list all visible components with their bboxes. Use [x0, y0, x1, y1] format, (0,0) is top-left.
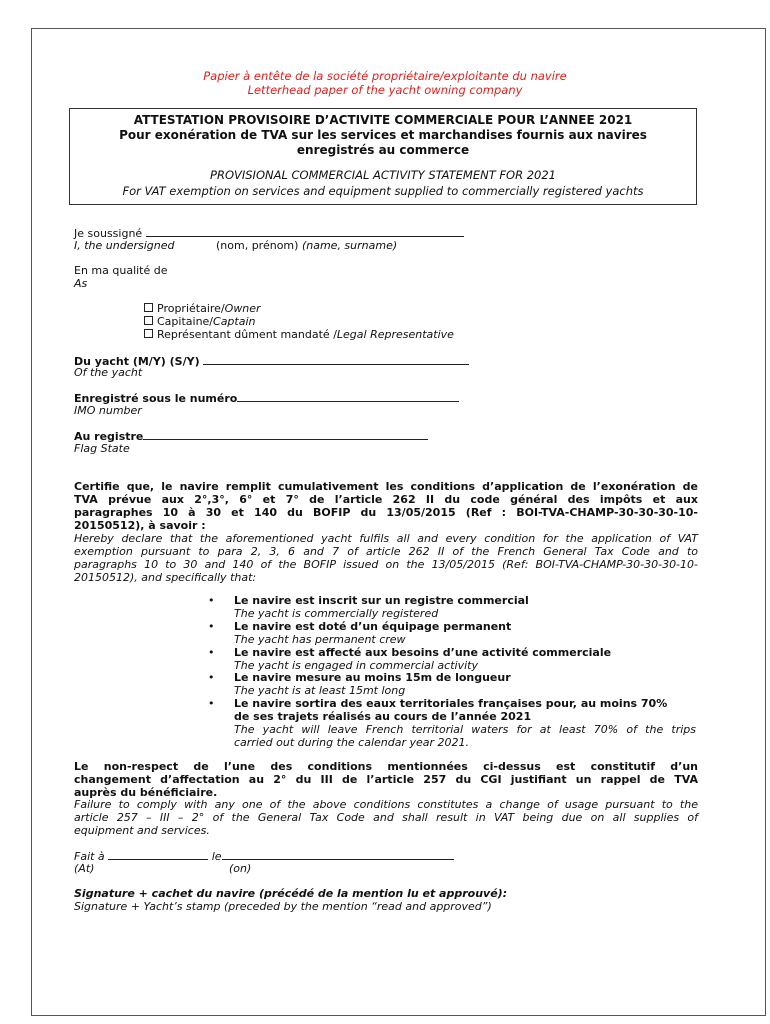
nonrespect-en-line: article 257 – III – 2° of the General Tax Code and shall result in VAT being due on all supplies of: [74, 811, 698, 824]
flag-label-fr: Au registre: [74, 430, 144, 443]
title-en-line2: For VAT exemption on services and equipment supplied to commercially registered yachts: [122, 184, 644, 198]
undersigned-row: [74, 226, 464, 240]
condition-item: [234, 646, 696, 672]
title-box: [69, 108, 697, 205]
yacht-label-fr: Du yacht (M/Y) (S/Y): [74, 355, 200, 368]
imo-label-fr: Enregistré sous le numéro: [74, 392, 238, 405]
condition-en: The yacht will leave French territorial waters for at least 70% of the trips: [234, 723, 696, 736]
nonrespect-fr-line: auprès du bénéficiaire.: [74, 786, 218, 799]
certify-en-line: 20150512), and specifically that:: [74, 571, 257, 584]
condition-en: The yacht has permanent crew: [234, 633, 406, 646]
undersigned-hint: [216, 239, 397, 252]
certify-en-line: Hereby declare that the aforementioned yacht fulfils all and every condition for the application of VAT: [74, 532, 698, 545]
le-label: le: [211, 850, 222, 863]
condition-fr: Le navire est inscrit sur un registre commercial: [234, 594, 529, 607]
undersigned-hint-en: (name, surname): [301, 239, 398, 252]
nonrespect-fr-line: changement d’affectation au 2° du III de l’article 257 du CGI justifiant un rappel de TVA: [74, 773, 698, 786]
condition-item: [234, 620, 696, 646]
title-line1: ATTESTATION PROVISOIRE D’ACTIVITE COMMERCIALE POUR L’ANNEE 2021: [133, 113, 633, 127]
bullet-icon: •: [208, 646, 215, 659]
capacity-option-owner[interactable]: [144, 302, 261, 315]
owner-checkbox[interactable]: [144, 303, 153, 312]
certify-en-line: exemption pursuant to para 2, 3, 6 and 7 of article 262 II of the French General Tax Code and to: [74, 545, 698, 558]
condition-item: [234, 697, 696, 749]
certify-en-line: paragraphs 10 to 30 and 140 of the BOFIP issued on the 13/05/2015 (Ref: BOI-TVA-CHAMP-30-30-30-10-: [74, 558, 698, 571]
title-en-line1: PROVISIONAL COMMERCIAL ACTIVITY STATEMENT FOR 2021: [210, 168, 556, 182]
letterhead-fr: Papier à entête de la société propriétaire/exploitante du navire: [203, 69, 567, 83]
condition-fr: Le navire sortira des eaux territoriales françaises pour, au moins 70%: [234, 697, 668, 710]
undersigned-label-fr: Je soussigné: [74, 227, 143, 240]
nonrespect-en-line: Failure to comply with any one of the above conditions constitutes a change of usage pursuant to the: [74, 798, 698, 811]
undersigned-name-field[interactable]: [146, 226, 464, 237]
nonrespect-fr-line: Le non-respect de l’une des conditions mentionnées ci-dessus est constitutif d’un: [74, 760, 698, 773]
on-label: (on): [229, 862, 252, 875]
condition-en: The yacht is at least 15mt long: [234, 684, 406, 697]
certify-fr-line: Certifie que, le navire remplit cumulativement les conditions d’application de l’exonération de: [74, 480, 698, 493]
condition-fr: de ses trajets réalisés au cours de l’année 2021: [234, 710, 532, 723]
place-field[interactable]: [108, 849, 208, 860]
flag-state-field[interactable]: [143, 429, 428, 440]
certify-fr-line: 20150512), à savoir :: [74, 519, 206, 532]
condition-item: [234, 671, 696, 697]
undersigned-hint-fr: (nom, prénom): [216, 239, 299, 252]
bullet-icon: •: [208, 620, 215, 633]
owner-label-en: Owner: [224, 302, 261, 315]
yacht-label-en: Of the yacht: [74, 366, 143, 379]
owner-label-fr: Propriétaire/: [157, 302, 225, 315]
certify-en: [74, 532, 698, 584]
letterhead-en: Letterhead paper of the yacht owning company: [247, 83, 523, 97]
signature-en: Signature + Yacht’s stamp (preceded by the mention “read and approved”): [74, 900, 492, 913]
condition-en: The yacht is commercially registered: [234, 607, 439, 620]
certify-fr-line: TVA prévue aux 2°,3°, 6° et 7° de l’article 262 II du code général des impôts et aux: [74, 493, 698, 506]
fait-label: Fait à: [74, 850, 105, 863]
capacity-label-fr: En ma qualité de: [74, 264, 168, 277]
certify-fr: [74, 480, 698, 532]
at-label: (At): [74, 862, 95, 875]
capacity-option-captain[interactable]: [144, 315, 256, 328]
condition-item: [234, 594, 696, 620]
representative-label-en: Legal Representative: [336, 328, 454, 341]
condition-fr: Le navire est affecté aux besoins d’une activité commerciale: [234, 646, 612, 659]
condition-fr: Le navire mesure au moins 15m de longueur: [234, 671, 511, 684]
place-date-row: [74, 849, 454, 863]
imo-row: [74, 391, 459, 405]
bullet-icon: •: [208, 697, 215, 710]
bullet-icon: •: [208, 594, 215, 607]
title-line3: enregistrés au commerce: [296, 143, 470, 157]
capacity-label-en: As: [74, 277, 88, 290]
undersigned-label-en: I, the undersigned: [74, 239, 175, 252]
representative-label-fr: Représentant dûment mandaté /: [157, 328, 337, 341]
nonrespect-en: [74, 798, 698, 837]
condition-fr: Le navire est doté d’un équipage permanent: [234, 620, 512, 633]
nonrespect-en-line: equipment and services.: [74, 824, 210, 837]
captain-label-fr: Capitaine/: [157, 315, 214, 328]
yacht-name-field[interactable]: [203, 354, 469, 365]
captain-label-en: Captain: [213, 315, 256, 328]
date-field[interactable]: [222, 849, 454, 860]
flag-label-en: Flag State: [74, 442, 130, 455]
captain-checkbox[interactable]: [144, 316, 153, 325]
flag-row: [74, 429, 428, 443]
condition-en: carried out during the calendar year 2021.: [234, 736, 470, 749]
representative-checkbox[interactable]: [144, 329, 153, 338]
imo-label-en: IMO number: [74, 404, 142, 417]
certify-fr-line: paragraphes 10 à 30 et 140 du BOFIP du 13/05/2015 (Ref : BOI-TVA-CHAMP-30-30-30-10-: [74, 506, 698, 519]
signature-fr: Signature + cachet du navire (précédé de la mention lu et approuvé):: [74, 887, 508, 900]
bullet-icon: •: [208, 671, 215, 684]
condition-en: The yacht is engaged in commercial activity: [234, 659, 478, 672]
nonrespect-fr: [74, 760, 698, 799]
imo-number-field[interactable]: [237, 391, 459, 402]
title-line2: Pour exonération de TVA sur les services et marchandises fournis aux navires: [119, 128, 647, 142]
capacity-option-representative[interactable]: [144, 328, 454, 341]
